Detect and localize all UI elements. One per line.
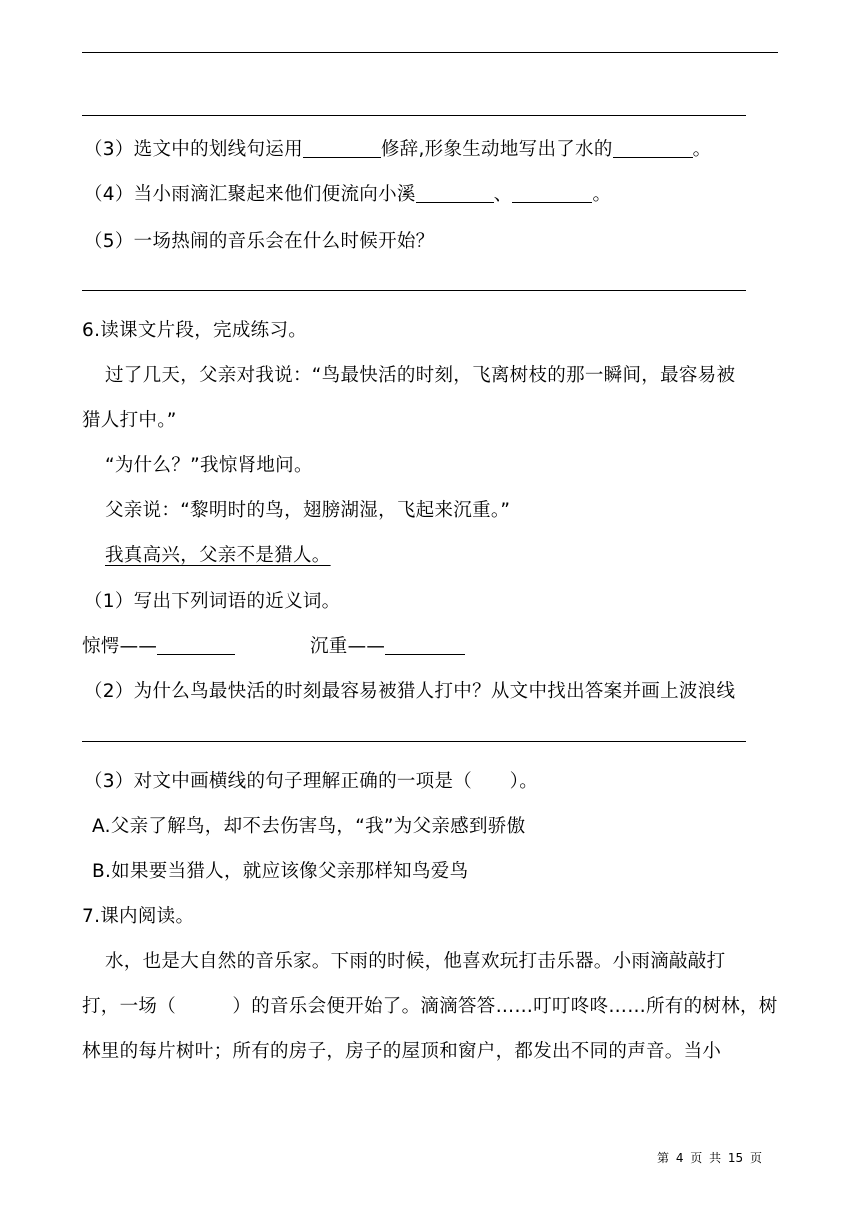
word-label: 沉重—— [310, 636, 386, 657]
q7-line2: 打，一场（ ）的音乐会便开始了。滴滴答答……叮叮咚咚……所有的树林，树 [82, 996, 778, 1017]
q7-title: 7.课内阅读。 [82, 906, 195, 927]
q6-para2: “为什么？”我惊肾地问。 [105, 455, 313, 476]
q5-sub3-end: 。 [692, 139, 712, 160]
fill-blank[interactable] [512, 184, 592, 203]
page-footer: 第 4 页 共 15 页 [657, 1151, 762, 1165]
q6-sub2: （2）为什么鸟最快活的时刻最容易被猎人打中？从文中找出答案并画上波浪线 [84, 681, 736, 702]
q5-sub5: （5）一场热闹的音乐会在什么时候开始？ [84, 231, 435, 252]
q5-sub3-prefix: （3）选文中的划线句运用 [84, 139, 303, 160]
fill-blank[interactable] [157, 636, 235, 655]
q6-sub1: （1）写出下列词语的近义词。 [84, 591, 341, 612]
word-label: 惊愕—— [82, 636, 158, 657]
q5-sub3-mid: 修辞,形象生动地写出了水的 [380, 139, 613, 160]
q6-para4-underlined: 我真高兴，父亲不是猎人。 [105, 545, 331, 566]
answer-line [82, 52, 778, 53]
q5-sub4-sep: 、 [493, 184, 513, 205]
fill-blank[interactable] [613, 139, 693, 158]
q6-para1-line1: 过了几天，父亲对我说：“鸟最快活的时刻，飞离树枝的那一瞬间，最容易被 [105, 365, 736, 386]
q5-sub3 [84, 137, 711, 163]
q5-sub4-end: 。 [592, 184, 612, 205]
fill-blank[interactable] [303, 139, 381, 158]
q6-synonym-2 [310, 634, 465, 660]
answer-line [82, 741, 746, 742]
q6-synonym-1 [82, 634, 235, 660]
q6-option-a[interactable]: A.父亲了解鸟，却不去伤害鸟，“我”为父亲感到骄傲 [92, 816, 526, 837]
q6-option-b[interactable]: B.如果要当猎人，就应该像父亲那样知鸟爱鸟 [92, 861, 469, 882]
q6-title: 6.读课文片段，完成练习。 [82, 320, 308, 341]
answer-line [82, 290, 746, 291]
q7-line3: 林里的每片树叶；所有的房子，房子的屋顶和窗户，都发出不同的声音。当小 [82, 1041, 722, 1062]
q6-sub3: （3）对文中画横线的句子理解正确的一项是（ ）。 [84, 771, 539, 792]
q7-line1: 水，也是大自然的音乐家。下雨的时候，他喜欢玩打击乐器。小雨滴敲敲打 [105, 951, 726, 972]
q6-para1-line2: 猎人打中。” [82, 410, 177, 431]
answer-line [82, 115, 746, 116]
q6-para3: 父亲说：“黎明时的鸟，翅膀湖湿，飞起来沉重。” [105, 500, 511, 521]
q5-sub4-prefix: （4）当小雨滴汇聚起来他们便流向小溪 [84, 184, 416, 205]
q5-sub4 [84, 182, 611, 208]
fill-blank[interactable] [385, 636, 465, 655]
fill-blank[interactable] [416, 184, 494, 203]
